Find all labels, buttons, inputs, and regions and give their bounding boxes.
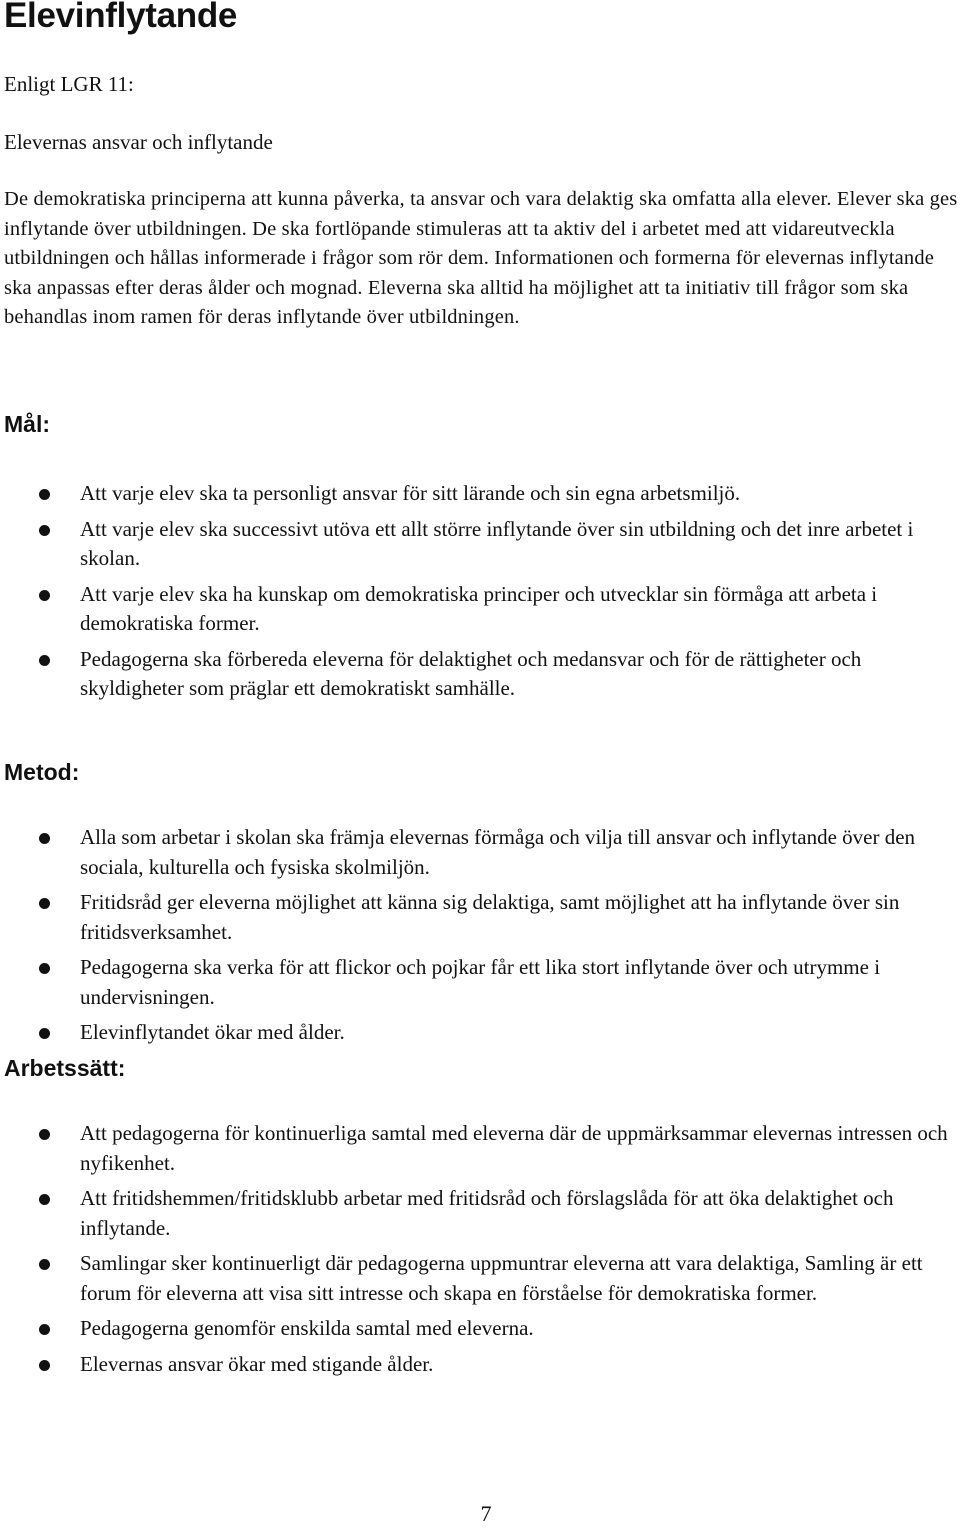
metod-list — [0, 823, 960, 1054]
bullet-icon — [39, 655, 50, 666]
intro-paragraph: De demokratiska principerna att kunna påverka, ta ansvar och vara delaktig ska omfatta alla elever. Elever ska ges inflytande över utbildningen. De ska fortlöpande stimuleras att ta aktiv del i arbetet med att vidareutveckla utbildningen och hållas informerade i frågor som rör dem. Informationen och formerna för elevernas inflytande ska anpassas efter deras ålder och mognad. Eleverna ska alltid ha möjlighet att ta initiativ till frågor som ska behandlas inom ramen för deras inflytande över utbildningen. — [4, 188, 958, 329]
list-item-text: Alla som arbetar i skolan ska främja elevernas förmåga och vilja till ansvar och inflytande över den sociala, kulturella och fysiska skolmiljön. — [80, 825, 916, 879]
bullet-icon — [39, 1360, 50, 1371]
list-item-text: Att pedagogerna för kontinuerliga samtal med eleverna där de uppmärksammar elevernas intressen och nyfikenhet. — [80, 1121, 948, 1175]
bullet-icon — [39, 1259, 50, 1270]
bullet-icon — [39, 833, 50, 844]
page-title: Elevinflytande — [4, 0, 238, 35]
bullet-icon — [39, 590, 50, 601]
mal-list — [0, 479, 960, 710]
bullet-icon — [39, 898, 50, 909]
list-item-text: Samlingar sker kontinuerligt där pedagogerna uppmuntrar eleverna att vara delaktiga, Samling är ett forum för eleverna att visa sitt intresse och skapa en förståelse för demokratiska former. — [80, 1251, 923, 1305]
bullet-icon — [39, 525, 50, 536]
list-item-text: Fritidsråd ger eleverna möjlighet att känna sig delaktiga, samt möjlighet att ha inflytande över sin fritidsverksamhet. — [80, 890, 900, 944]
bullet-icon — [39, 1324, 50, 1335]
list-item-text: Pedagogerna ska förbereda eleverna för delaktighet och medansvar och för de rättigheter och skyldigheter som präglar ett demokratiskt samhälle. — [80, 646, 862, 700]
metod-heading: Metod: — [4, 759, 80, 785]
list-item-text: Att varje elev ska ta personligt ansvar för sitt lärande och sin egna arbetsmiljö. — [80, 481, 741, 505]
list-item-text: Att varje elev ska successivt utöva ett allt större inflytande över sin utbildning och det inre arbetet i skolan. — [80, 516, 914, 570]
arbetssatt-list — [0, 1119, 960, 1385]
list-item-text: Pedagogerna ska verka för att flickor och pojkar får ett lika stort inflytande över och utrymme i undervisningen. — [80, 955, 881, 1009]
arbetssatt-heading: Arbetssätt: — [4, 1055, 126, 1081]
list-item-text: Elevernas ansvar ökar med stigande ålder. — [80, 1351, 434, 1376]
bullet-icon — [39, 963, 50, 974]
list-item — [0, 479, 960, 509]
list-item — [0, 1184, 960, 1243]
list-item — [0, 823, 960, 882]
list-item-text: Att varje elev ska ha kunskap om demokratiska principer och utvecklar sin förmåga att arbeta i demokratiska former. — [80, 581, 878, 635]
list-item — [0, 1018, 960, 1048]
list-item-text: Elevinflytandet ökar med ålder. — [80, 1020, 345, 1044]
page-number: 7 — [480, 1501, 492, 1526]
list-item — [0, 515, 960, 574]
list-item — [0, 953, 960, 1012]
list-item — [0, 645, 960, 704]
list-item — [0, 888, 960, 947]
list-item — [0, 1350, 960, 1380]
list-item-text: Att fritidshemmen/fritidsklubb arbetar med fritidsråd och förslagslåda för att öka delaktighet och inflytande. — [80, 1186, 894, 1240]
source-line: Enligt LGR 11: — [4, 72, 134, 96]
bullet-icon — [39, 1028, 50, 1039]
mal-heading: Mål: — [4, 411, 50, 437]
list-item — [0, 1119, 960, 1178]
list-item — [0, 1249, 960, 1308]
bullet-icon — [39, 1194, 50, 1205]
bullet-icon — [39, 489, 50, 500]
list-item — [0, 1314, 960, 1344]
bullet-icon — [39, 1129, 50, 1140]
subtitle: Elevernas ansvar och inflytande — [4, 130, 273, 154]
list-item-text: Pedagogerna genomför enskilda samtal med eleverna. — [80, 1316, 534, 1340]
list-item — [0, 580, 960, 639]
